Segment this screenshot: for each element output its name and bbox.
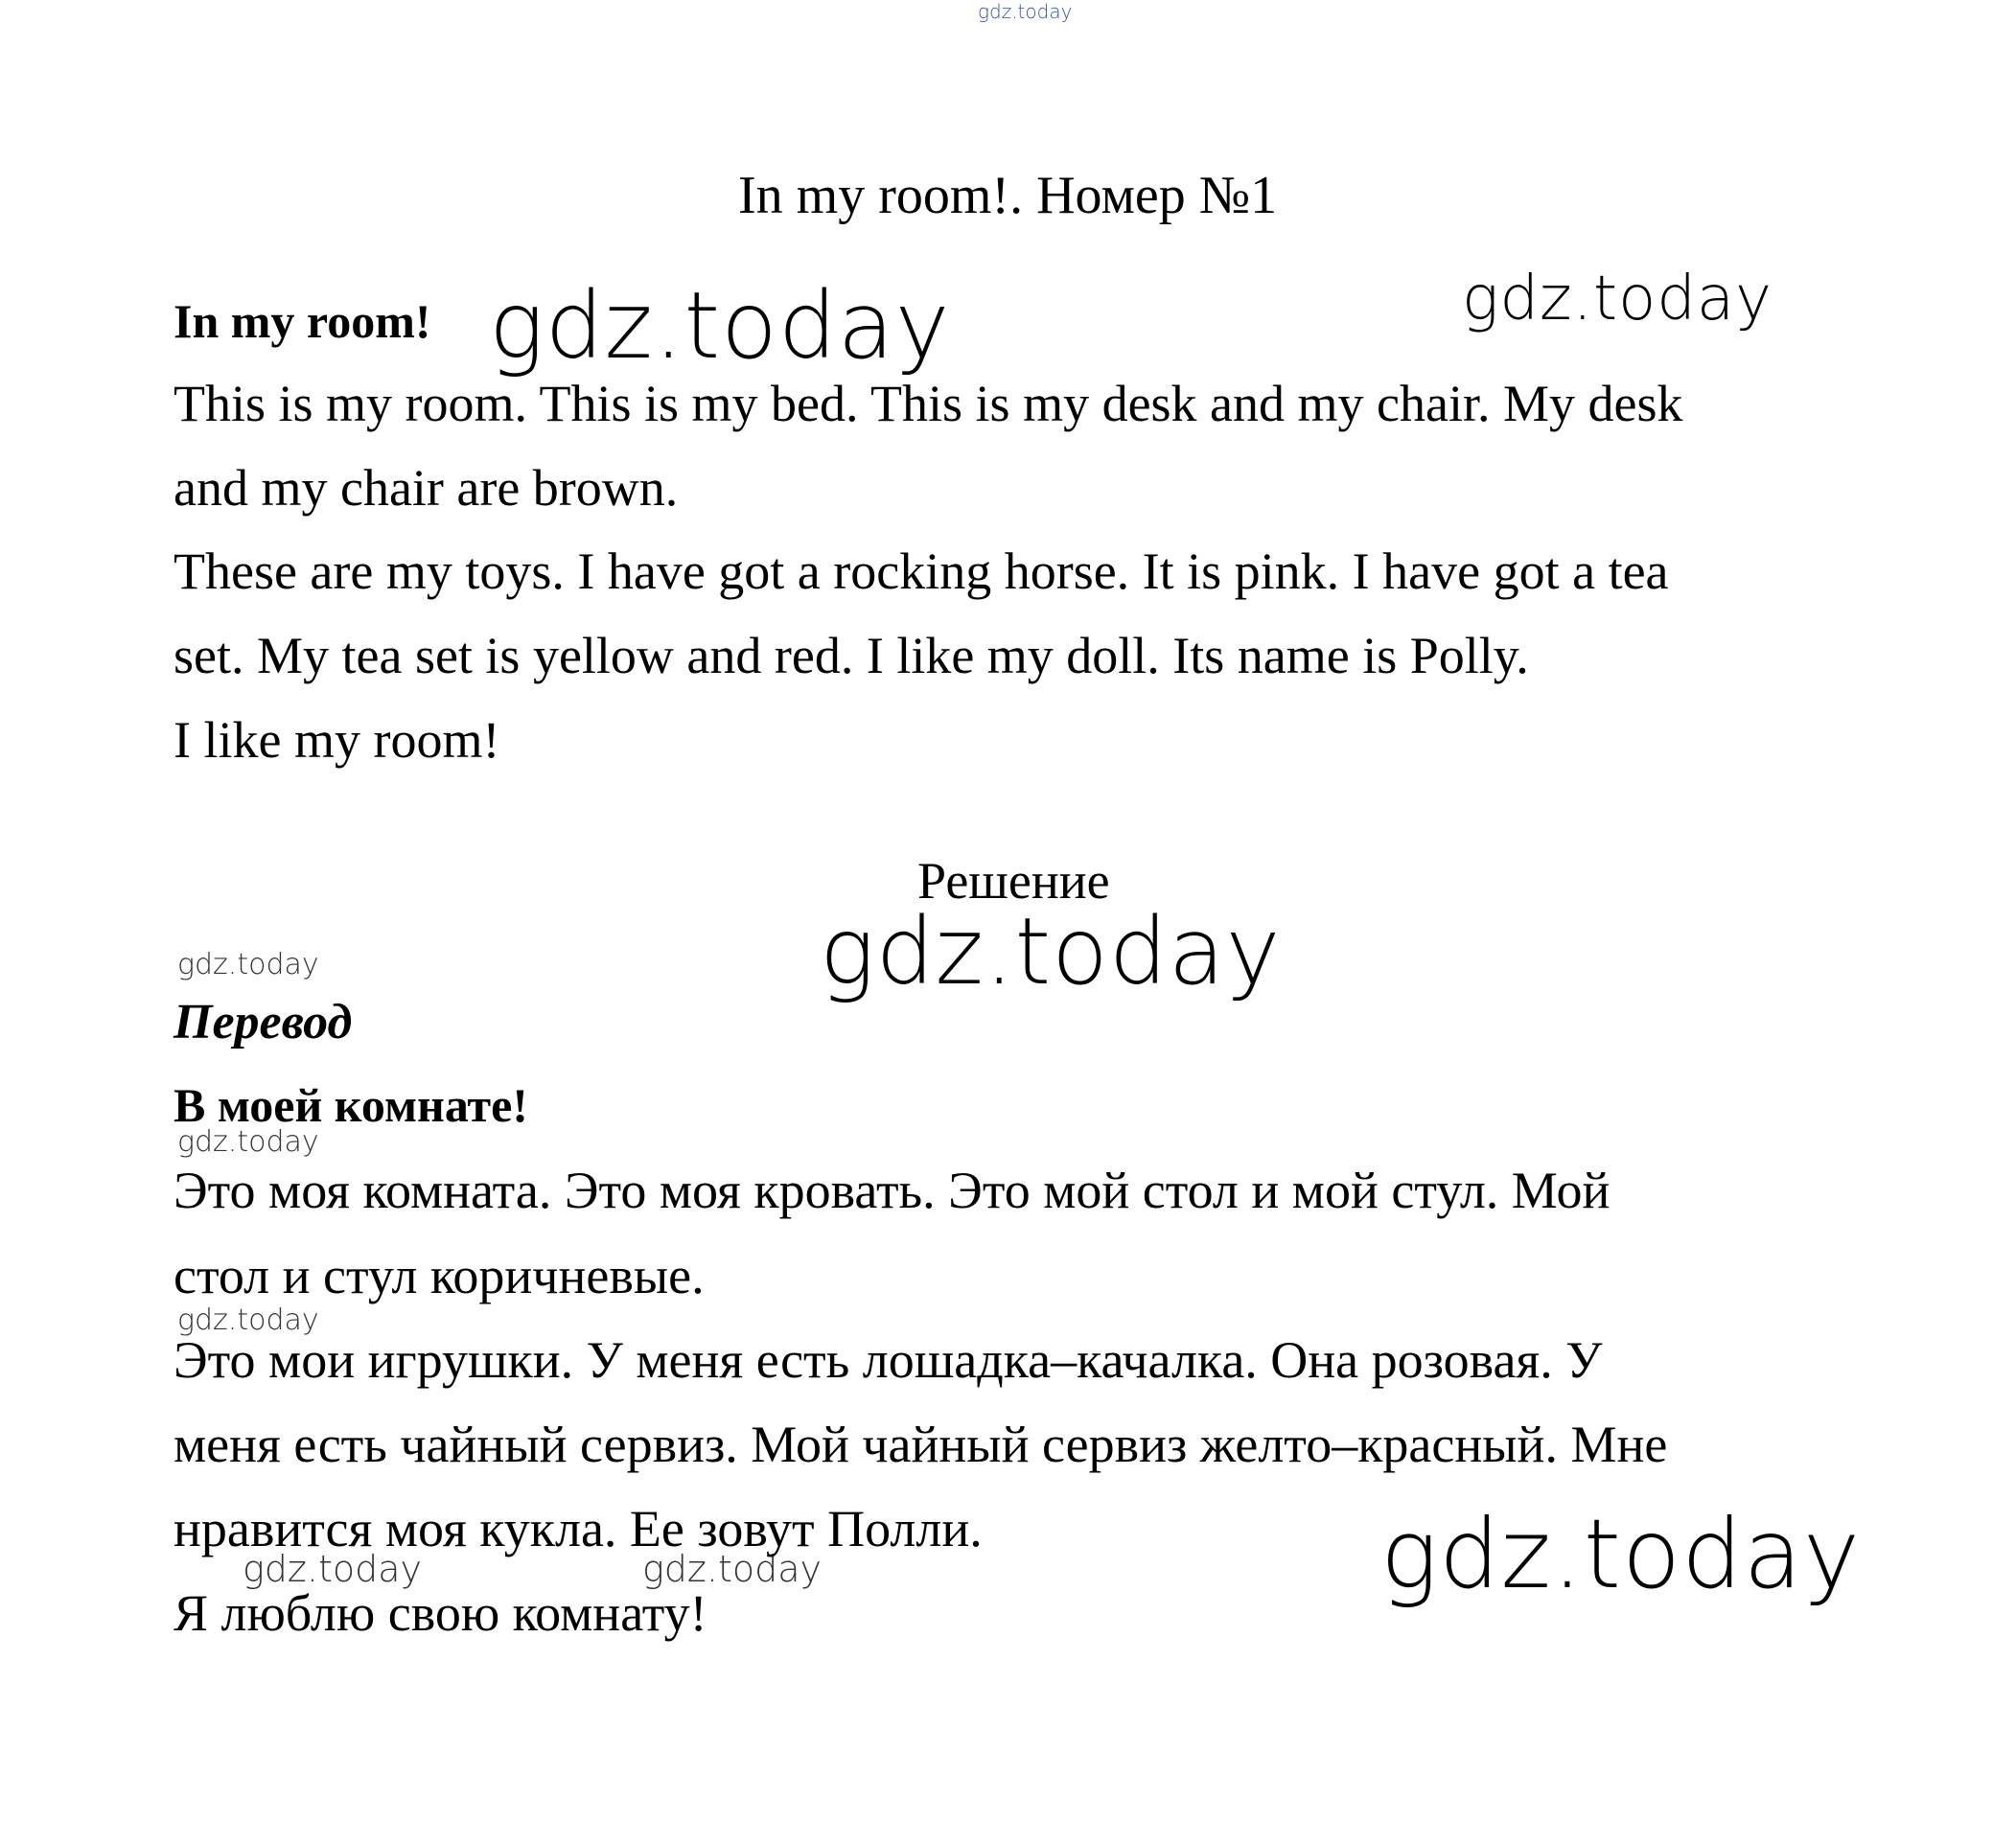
watermark-bottom-right: gdz.today xyxy=(1380,1498,1862,1610)
watermark-bottom-1: gdz.today xyxy=(243,1548,422,1590)
watermark-solution: gdz.today xyxy=(820,898,1282,1005)
watermark-left-3: gdz.today xyxy=(177,1303,319,1337)
watermark-top: gdz.today xyxy=(978,0,1073,23)
text-line: I like my room! xyxy=(174,711,500,769)
translation-line: нравится моя кукла. Ее зовут Полли. xyxy=(174,1500,983,1557)
translation-label: Перевод xyxy=(174,995,353,1049)
watermark-header-right: gdz.today xyxy=(1462,264,1773,334)
text-line: and my chair are brown. xyxy=(174,459,679,517)
translation-line: Я люблю свою комнату! xyxy=(174,1584,707,1642)
watermark-left-2: gdz.today xyxy=(177,1125,319,1159)
translation-line: стол и стул коричневые. xyxy=(174,1247,705,1304)
text-line: set. My tea set is yellow and red. I like my doll. Its name is Polly. xyxy=(174,627,1529,684)
text-line: These are my toys. I have got a rocking horse. It is pink. I have got a tea xyxy=(174,542,1669,600)
text-line: This is my room. This is my bed. This is my desk and my chair. My desk xyxy=(174,375,1683,432)
translation-heading: В моей комнате! xyxy=(174,1078,528,1132)
page-title: In my room!. Номер №1 xyxy=(738,166,1278,225)
text-heading: In my room! xyxy=(174,294,431,348)
solution-label: Решение xyxy=(917,852,1110,910)
translation-line: меня есть чайный сервиз. Мой чайный сервиз желто–красный. Мне xyxy=(174,1416,1668,1473)
translation-line: Это моя комната. Это моя кровать. Это мой стол и мой стул. Мой xyxy=(174,1162,1610,1219)
translation-line: Это мои игрушки. У меня есть лошадка–качалка. Она розовая. У xyxy=(174,1331,1603,1389)
watermark-left-1: gdz.today xyxy=(177,948,319,981)
watermark-header-large: gdz.today xyxy=(489,272,951,380)
watermark-bottom-2: gdz.today xyxy=(642,1548,822,1590)
